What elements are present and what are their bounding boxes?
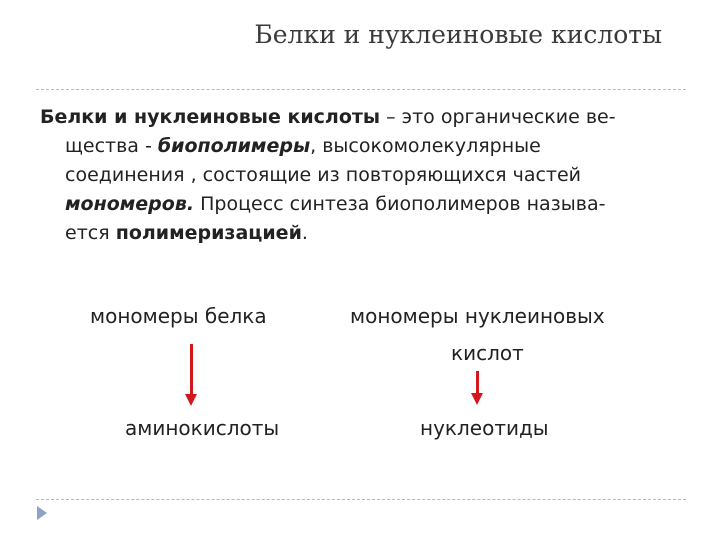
amino-acids-label: аминокислоты [125,416,280,440]
nucleic-monomers-label-line-2: кислот [451,341,524,365]
line-1-text: – это органические ве- [380,106,616,128]
slide-title: Белки и нуклеиновые кислоты [254,20,662,49]
paragraph-line-4 [40,190,680,219]
paragraph-line-3: соединения , состоящие из повторяющихся частей [65,164,582,186]
paragraph-line-5 [40,219,680,248]
paragraph-line-1 [40,103,680,132]
term-polymerization: полимеризацией [115,222,302,244]
term-monomers: мономеров. [65,193,195,215]
protein-arrow [190,344,193,396]
nucleotides-label: нуклеотиды [420,416,549,440]
line-2-text-a: щества - [65,135,158,157]
top-divider [36,89,686,90]
play-triangle-icon [37,506,47,520]
line-4-text: Процесс синтеза биополимеров называ- [194,193,606,215]
term-proteins-nucleic-acids: Белки и нуклеиновые кислоты [40,106,381,128]
bottom-divider [36,499,686,500]
paragraph-line-2 [40,132,680,161]
line-2-text-b: , высокомолекулярные [310,135,541,157]
protein-monomers-label: мономеры белка [90,304,267,328]
term-biopolymers: биополимеры [157,135,311,157]
line-5-text: ется [65,222,116,244]
definition-paragraph [40,103,680,248]
nucleic-arrow [476,371,479,395]
line-5-period: . [301,222,308,244]
nucleic-monomers-label-line-1: мономеры нуклеиновых [350,304,605,328]
